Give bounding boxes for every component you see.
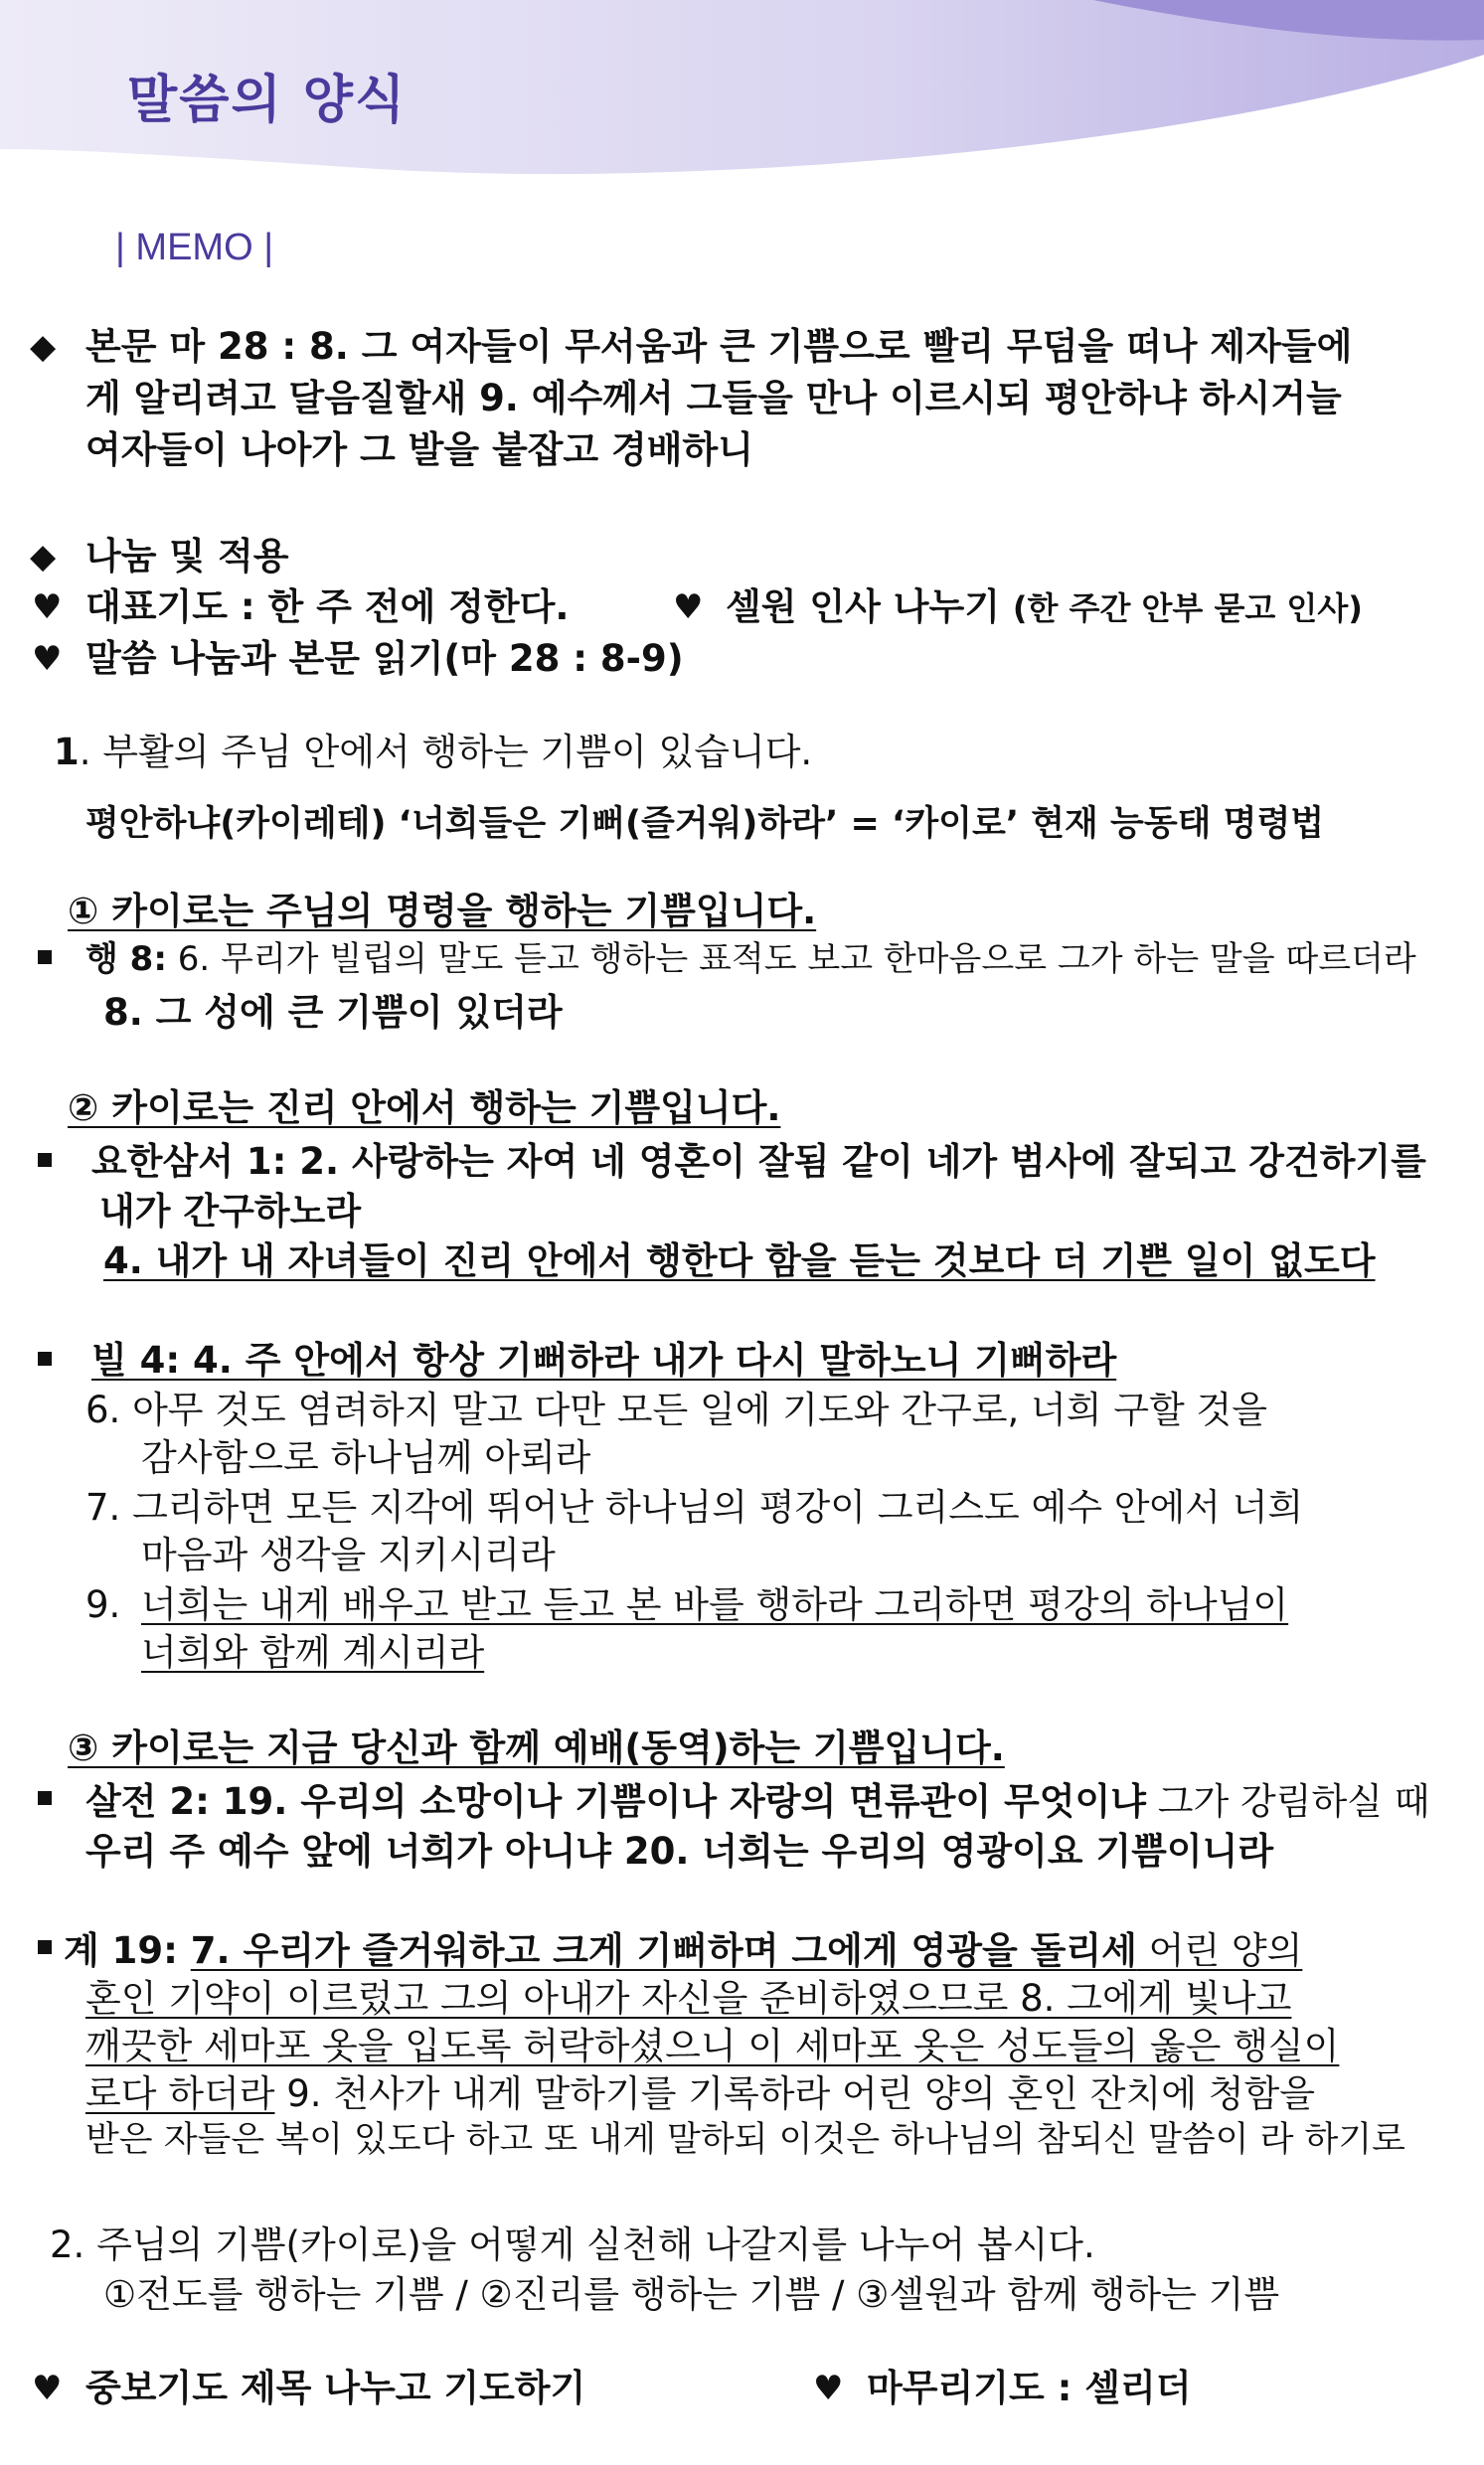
3john-line-2: 내가 간구하노라 [99,1190,362,1232]
square-bullet-icon [38,1791,52,1805]
closing-prayer: 마무리기도 : 셀리더 [867,2367,1192,2409]
acts-ref: 행 8: [85,939,167,979]
phil-4-4: 빌 4: 4. 주 안에서 항상 기뻐하라 내가 다시 말하노니 기뻐하라 [91,1339,1117,1382]
1thess-rest: 그가 강림하실 때 [1145,1780,1430,1823]
3john-line-3: 4. 내가 내 자녀들이 진리 안에서 행한다 함을 듣는 것보다 더 기쁜 일이 없도다 [103,1239,1376,1282]
sharing-title: 나눔 및 적용 [85,535,289,577]
question-1-sub: 평안하냐(카이레테) ‘너희들은 기뻐(즐거워)하라’ = ‘카이로’ 현재 능동태 명령법 [85,804,1325,844]
page-title: 말씀의 양식 [127,71,408,130]
square-bullet-icon [38,1153,52,1167]
question-1-number: 1 [54,731,80,773]
member-greeting-note: (한 주간 안부 묻고 인사) [1012,589,1363,627]
heart-icon: ♥ [32,2369,63,2408]
question-2: 2. 주님의 기쁨(카이로)을 어떻게 실천해 나갈지를 나누어 봅시다. [50,2223,1095,2266]
phil-4-7b: 마음과 생각을 지키시리라 [141,1534,556,1576]
rev-ref: 계 19: [64,1929,191,1972]
member-greeting-label: 셀원 인사 나누기 [726,585,1000,628]
rev-line-4-underlined: 로다 하더라 [85,2072,275,2115]
passage-line-2: 게 알리려고 달음질할새 9. 예수께서 그들을 만나 이르시되 평안하냐 하시거늘 [85,377,1342,419]
intercession-prayer: 중보기도 제목 나누고 기도하기 [85,2367,586,2409]
rev-line-1 [64,1929,1303,1972]
phil-4-6b: 감사함으로 하나님께 아뢰라 [141,1436,591,1479]
diamond-icon: ◆ [30,327,57,367]
rev-line-4 [85,2072,1315,2115]
passage-line-3: 여자들이 나아가 그 발을 붙잡고 경배하니 [85,428,754,471]
acts-8-verse-8: 8. 그 성에 큰 기쁨이 있더라 [103,991,563,1034]
phil-4-9b: 너희와 함께 계시리라 [141,1631,485,1674]
phil-4-9-number: 9. [85,1583,121,1626]
square-bullet-icon [38,1940,52,1954]
1thess-bold: 살전 2: 19. 우리의 소망이나 기쁨이나 자랑의 면류관이 무엇이냐 [85,1780,1146,1823]
1thess-line-2: 우리 주 예수 앞에 너희가 아니냐 20. 너희는 우리의 영광이요 기쁨이니라 [85,1830,1274,1873]
representative-prayer: 대표기도 : 한 주 전에 정한다. [85,585,570,628]
point-3-heading: ③ 카이로는 지금 당신과 함께 예배(동역)하는 기쁨입니다. [68,1726,1005,1769]
question-2-sub: ①전도를 행하는 기쁨 / ②진리를 행하는 기쁨 / ③셀원과 함께 행하는 기쁨 [103,2273,1280,2316]
phil-4-9a: 너희는 내게 배우고 받고 듣고 본 바를 행하라 그리하면 평강의 하나님이 [141,1583,1289,1626]
question-1 [54,731,813,773]
heart-icon: ♥ [32,639,63,679]
rev-bold: 7. 우리가 즐거워하고 크게 기뻐하며 그에게 영광을 돌리세 [190,1929,1137,1972]
rev-line-3: 깨끗한 세마포 옷을 입도록 허락하셨으니 이 세마포 옷은 성도들의 옳은 행실이 [85,2025,1340,2067]
square-bullet-icon [38,950,52,964]
heart-icon: ♥ [32,587,63,627]
memo-label: | MEMO | [115,227,274,268]
rev-line-5: 받은 자들은 복이 있도다 하고 또 내게 말하되 이것은 하나님의 참되신 말씀이 라 하기로 [85,2120,1405,2160]
question-1-text: . 부활의 주님 안에서 행하는 기쁨이 있습니다. [79,731,813,773]
word-reading: 말씀 나눔과 본문 읽기(마 28 : 8-9) [85,637,684,680]
square-bullet-icon [38,1352,52,1366]
diamond-icon: ◆ [30,537,57,576]
phil-4-7a: 7. 그리하면 모든 지각에 뛰어난 하나님의 평강이 그리스도 예수 안에서 너희 [85,1486,1304,1529]
rev-line-2: 혼인 기약이 이르렀고 그의 아내가 자신을 준비하였으므로 8. 그에게 빛나고 [85,1977,1292,2020]
heart-icon: ♥ [813,2369,844,2408]
point-2-heading: ② 카이로는 진리 안에서 행하는 기쁨입니다. [68,1086,781,1129]
phil-4-6a: 6. 아무 것도 염려하지 말고 다만 모든 일에 기도와 간구로, 너희 구할 것을 [85,1389,1267,1431]
member-greeting [726,585,1363,628]
acts-v6: 6. 무리가 빌립의 말도 듣고 행하는 표적도 보고 한마음으로 그가 하는 말을 따르더라 [177,939,1416,979]
rev-line-4-rest: 9. 천사가 내게 말하기를 기록하라 어린 양의 혼인 잔치에 청함을 [274,2072,1315,2115]
point-1-heading: ① 카이로는 주님의 명령을 행하는 기쁨입니다. [68,890,817,932]
1thess-line-1 [85,1780,1430,1823]
rev-rest: 어린 양의 [1136,1929,1303,1972]
passage-line-1: 본문 마 28 : 8. 그 여자들이 무서움과 큰 기쁨으로 빨리 무덤을 떠나 제자들에 [85,325,1353,368]
heart-icon: ♥ [673,587,704,627]
acts-8-verse-6 [85,939,1416,979]
3john-line-1: 요한삼서 1: 2. 사랑하는 자여 네 영혼이 잘됨 같이 네가 범사에 잘되고 강건하기를 [91,1140,1426,1183]
